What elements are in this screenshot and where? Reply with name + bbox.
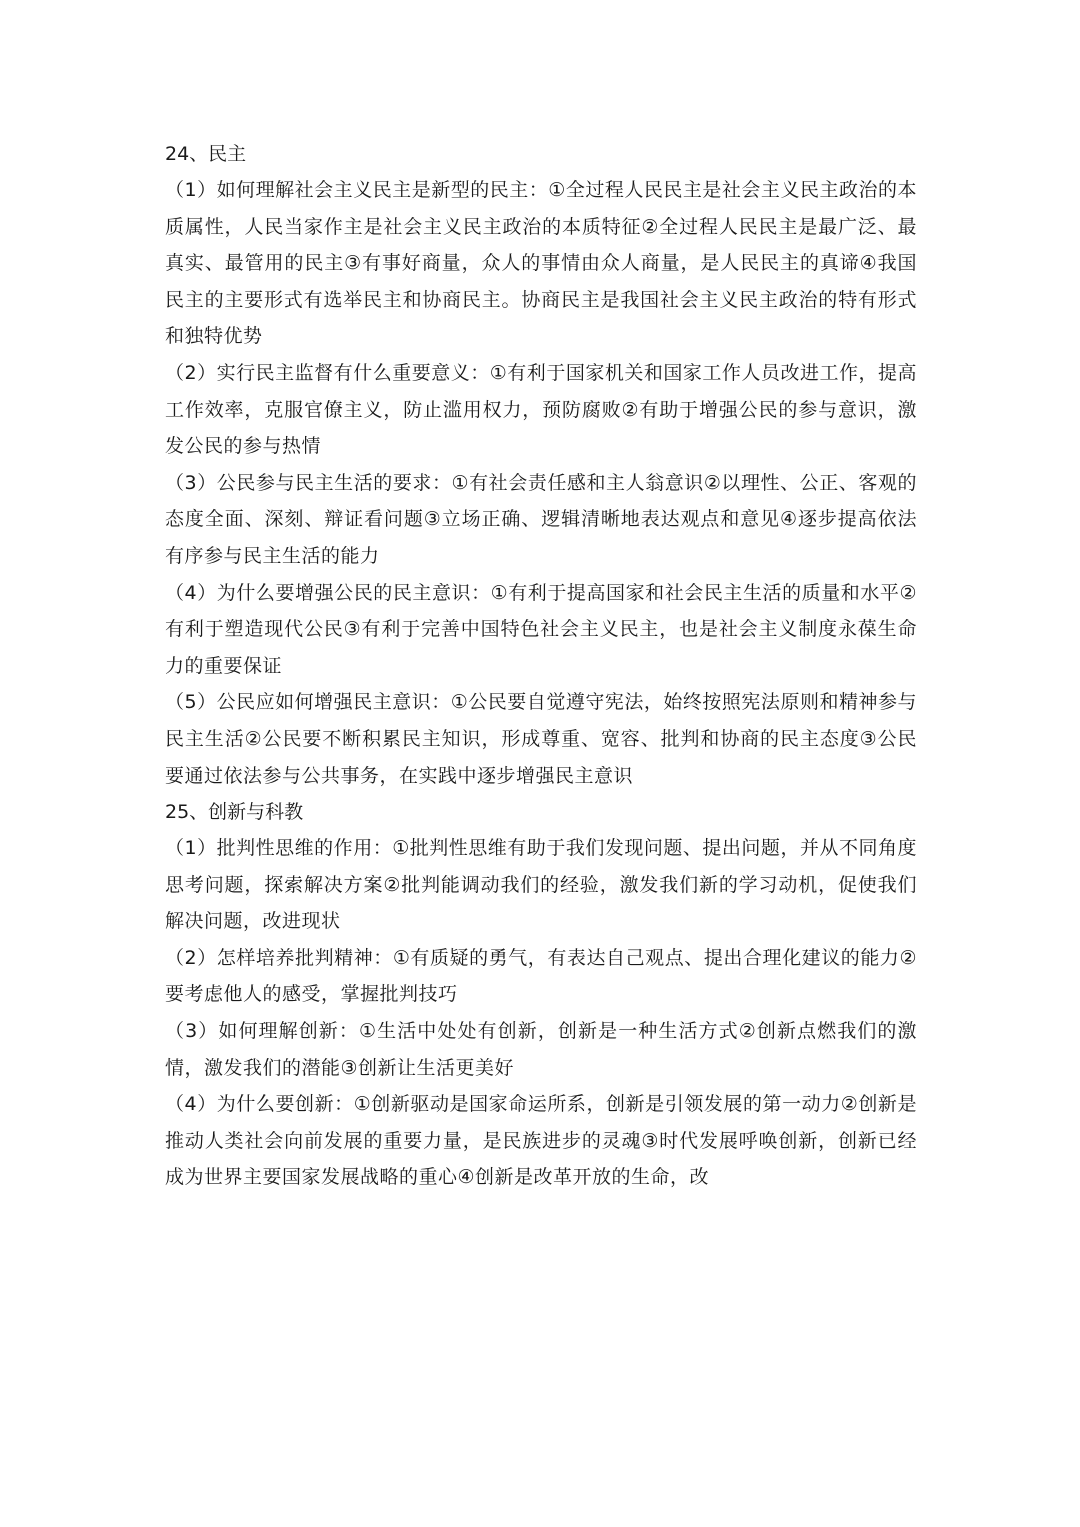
democracy-item-3: （3）公民参与民主生活的要求：①有社会责任感和主人翁意识②以理性、公正、客观的态度全面、深刻、辩证看问题③立场正确、逻辑清晰地表达观点和意见④逐步提高依法有序参与民主生活的能力 <box>165 471 917 567</box>
section-heading-innovation: 25、创新与科教 <box>165 801 304 824</box>
innovation-item-1: （1）批判性思维的作用：①批判性思维有助于我们发现问题、提出问题，并从不同角度思考问题，探索解决方案②批判能调动我们的经验，激发我们新的学习动机，促使我们解决问题，改进现状 <box>165 837 917 933</box>
democracy-item-5: （5）公民应如何增强民主意识：①公民要自觉遵守宪法，始终按照宪法原则和精神参与民主生活②公民要不断积累民主知识，形成尊重、宽容、批判和协商的民主态度③公民要通过依法参与公共事务，在实践中逐步增强民主意识 <box>165 691 917 787</box>
section-heading-democracy: 24、民主 <box>165 143 247 165</box>
innovation-item-4: （4）为什么要创新：①创新驱动是国家命运所系，创新是引领发展的第一动力②创新是推动人类社会向前发展的重要力量，是民族进步的灵魂③时代发展呼唤创新，创新已经成为世界主要国家发展战略的重心④创新是改革开放的生命，改 <box>165 1093 917 1189</box>
democracy-item-4: （4）为什么要增强公民的民主意识：①有利于提高国家和社会民主生活的质量和水平②有利于塑造现代公民③有利于完善中国特色社会主义民主，也是社会主义制度永葆生命力的重要保证 <box>165 581 917 677</box>
democracy-item-1: （1）如何理解社会主义民主是新型的民主：①全过程人民民主是社会主义民主政治的本质属性，人民当家作主是社会主义民主政治的本质特征②全过程人民民主是最广泛、最真实、最管用的民主③有事好商量，众人的事情由众人商量，是人民民主的真谛④我国民主的主要形式有选举民主和协商民主。协商民主是我国社会主义民主政治的特有形式和独特优势 <box>165 179 917 348</box>
democracy-item-2: （2）实行民主监督有什么重要意义：①有利于国家机关和国家工作人员改进工作，提高工作效率，克服官僚主义，防止滥用权力，预防腐败②有助于增强公民的参与意识，激发公民的参与热情 <box>165 361 917 458</box>
document-content <box>165 136 917 1196</box>
innovation-item-2: （2）怎样培养批判精神：①有质疑的勇气，有表达自己观点、提出合理化建议的能力②要考虑他人的感受，掌握批判技巧 <box>165 946 917 1006</box>
innovation-item-3: （3）如何理解创新：①生活中处处有创新，创新是一种生活方式②创新点燃我们的激情，激发我们的潜能③创新让生活更美好 <box>165 1020 917 1079</box>
